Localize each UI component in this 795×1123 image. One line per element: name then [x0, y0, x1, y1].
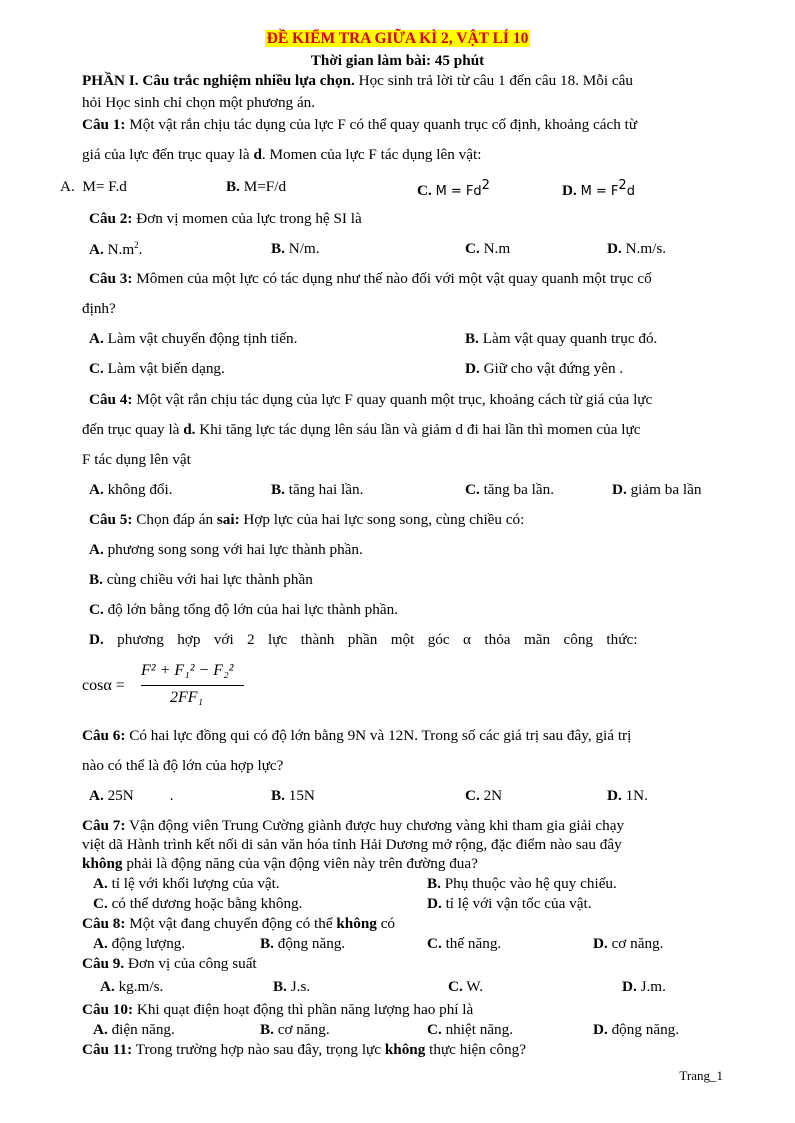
question-8-line	[82, 915, 395, 933]
q7-option-d-label: D.	[427, 895, 442, 912]
q4-option-a	[89, 481, 173, 499]
q6-option-c-text: 2N	[479, 787, 503, 804]
q8-option-d	[593, 935, 663, 953]
q3-option-b-label: B.	[465, 330, 479, 347]
q1-option-d-label: D.	[562, 182, 577, 200]
question-4-d: d.	[183, 421, 196, 438]
question-4-line-2	[82, 421, 640, 439]
q8-option-a-text: động lượng.	[107, 935, 186, 952]
question-3-line-1	[89, 270, 652, 288]
question-7-label: Câu 7:	[82, 817, 126, 834]
question-1-text-c: . Momen của lực F tác dụng lên vật:	[261, 146, 482, 163]
q5-option-b-label: B.	[89, 571, 103, 588]
q7-option-a	[93, 875, 280, 893]
q2-option-d-label: D.	[607, 240, 622, 257]
q2-option-a-text: N.m	[103, 241, 135, 259]
q1-option-b	[226, 178, 286, 196]
q10-option-d-label: D.	[593, 1021, 608, 1038]
q8-option-c-text: thế năng.	[441, 935, 502, 952]
q3-option-c-label: C.	[89, 360, 104, 377]
question-7-line-3	[82, 855, 478, 873]
question-8-khong: không	[336, 915, 377, 932]
part1-intro-a: Học sinh trả lời từ câu 1 đến câu 18. Mỗi câu	[354, 72, 633, 89]
q10-option-a-label: A.	[93, 1021, 108, 1038]
part1-intro-b: hỏi Học sinh chỉ chọn một phương án.	[82, 94, 316, 111]
exam-title	[0, 30, 795, 48]
question-2-text: Đơn vị momen của lực trong hệ SI là	[132, 210, 362, 227]
question-4-text-b2: Khi tăng lực tác dụng lên sáu lần và giảm d đi hai lần thì momen của lực	[195, 421, 641, 438]
question-1-line-2	[82, 146, 481, 164]
q5-option-a	[89, 541, 363, 559]
question-4-text-b1: đến trục quay là	[82, 421, 184, 438]
q6-option-b-label: B.	[271, 787, 285, 804]
q1-option-a-text: M= F.d	[82, 178, 127, 195]
question-6-label: Câu 6:	[82, 727, 126, 744]
q3-option-c-text: Làm vật biến dạng.	[103, 360, 225, 377]
q10-option-c-text: nhiệt năng.	[441, 1021, 514, 1038]
question-9-label: Câu 9.	[82, 955, 125, 972]
q4-option-d	[612, 481, 701, 499]
q9-option-d	[622, 978, 666, 996]
q1-option-d-tail: d	[626, 184, 635, 200]
q7-option-c-text: có thể dương hoặc bằng không.	[107, 895, 303, 912]
question-8-tail: có	[376, 915, 396, 932]
question-1-text-a: Một vật rắn chịu tác dụng của lực F có thể quay quanh trục cố định, khoảng cách từ	[125, 116, 638, 133]
q2-option-b-text: N/m.	[284, 240, 320, 257]
q10-option-c-label: C.	[427, 1021, 442, 1038]
question-6-text-a: Có hai lực đồng qui có độ lớn bằng 9N và 12N. Trong số các giá trị sau đây, giá trị	[125, 727, 632, 744]
q9-option-d-text: J.m.	[636, 978, 666, 995]
question-1-text-b: giá của lực đến trục quay là	[82, 146, 254, 163]
question-7-khong: không	[82, 855, 123, 872]
q7-option-d-text: tỉ lệ với vận tốc của vật.	[441, 895, 592, 912]
q6-option-b	[271, 787, 315, 805]
q1-option-a	[60, 178, 127, 196]
question-1-line-1	[82, 116, 637, 134]
q2-option-d	[607, 240, 666, 258]
formula-cos: cosα =	[82, 677, 125, 694]
question-7-line-2: việt dã Hành trình kết nối di sản văn hóa tỉnh Hải Dương mở rộng, đặc điểm nào sau đây	[82, 836, 622, 853]
q4-option-b-label: B.	[271, 481, 285, 498]
question-8-label: Câu 8:	[82, 915, 126, 932]
q7-option-b-text: Phụ thuộc vào hệ quy chiếu.	[440, 875, 617, 892]
part1-heading: PHẦN I. Câu trắc nghiệm nhiều lựa chọn.	[82, 72, 355, 89]
q6-option-a-label: A.	[89, 787, 104, 804]
q3-option-b-text: Làm vật quay quanh trục đó.	[478, 330, 658, 347]
q9-option-a-text: kg.m/s.	[114, 978, 164, 995]
q7-option-c-label: C.	[93, 895, 108, 912]
q7-option-d	[427, 895, 592, 913]
q3-option-a-text: Làm vật chuyển động tịnh tiến.	[103, 330, 298, 347]
q4-option-a-text: không đổi.	[103, 481, 173, 498]
q6-option-a-dot: .	[169, 787, 174, 804]
question-9-text: Đơn vị của công suất	[124, 955, 257, 972]
q4-option-a-label: A.	[89, 481, 104, 498]
q5-option-c	[89, 601, 398, 619]
q10-option-b-label: B.	[260, 1021, 274, 1038]
question-2-line	[89, 210, 362, 228]
q2-option-d-text: N.m/s.	[621, 240, 667, 257]
q5-option-a-label: A.	[89, 541, 104, 558]
question-4-text-a: Một vật rắn chịu tác dụng của lực F quay quanh một trục, khoảng cách từ giá của lực	[132, 391, 653, 408]
question-4-line-3: F tác dụng lên vật	[82, 451, 191, 468]
question-10-line	[82, 1001, 473, 1019]
question-3-label: Câu 3:	[89, 270, 133, 287]
q1-option-c-label: C.	[417, 182, 432, 200]
q9-option-c-label: C.	[448, 978, 463, 995]
question-11-tail: thực hiện công?	[425, 1041, 526, 1058]
question-11-line	[82, 1041, 526, 1059]
question-4-label: Câu 4:	[89, 391, 133, 408]
question-5-line	[89, 511, 524, 529]
exam-time: Thời gian làm bài: 45 phút	[310, 52, 485, 69]
q2-option-c	[465, 240, 510, 258]
q8-option-a	[93, 935, 185, 953]
question-5-text-a: Chọn đáp án	[132, 511, 217, 528]
q10-option-d	[593, 1021, 679, 1039]
question-10-text: Khi quạt điện hoạt động thì phần năng lượng hao phí là	[133, 1001, 474, 1018]
question-2-label: Câu 2:	[89, 210, 133, 227]
q3-option-c	[89, 360, 225, 378]
page-number: Trang_1	[679, 1068, 723, 1083]
question-5-label: Câu 5:	[89, 511, 133, 528]
q6-option-d-text: 1N.	[621, 787, 648, 804]
q2-option-b-label: B.	[271, 240, 285, 257]
q8-option-b-label: B.	[260, 935, 274, 952]
q1-option-a-label: A.	[60, 178, 75, 195]
q3-option-d	[465, 360, 623, 378]
q6-option-d	[607, 787, 648, 805]
part1-intro	[82, 72, 633, 90]
q10-option-c	[427, 1021, 513, 1039]
q6-option-c	[465, 787, 502, 805]
q8-option-c-label: C.	[427, 935, 442, 952]
q5-option-d-text: phương hợp với 2 lực thành phần một góc α thỏa mãn công thức:	[103, 631, 638, 648]
q1-option-b-label: B.	[226, 178, 240, 195]
q9-option-d-label: D.	[622, 978, 637, 995]
q4-option-b	[271, 481, 363, 499]
q8-option-c	[427, 935, 501, 953]
question-11-khong: không	[384, 1041, 426, 1058]
q4-option-d-label: D.	[612, 481, 627, 498]
q7-option-b	[427, 875, 617, 893]
question-10-label: Câu 10:	[82, 1001, 134, 1018]
q5-option-a-text: phương song song với hai lực thành phần.	[103, 541, 363, 558]
question-7-text-c: phải là động năng của vận động viên này trên đường đua?	[122, 855, 478, 872]
q5-option-b	[89, 571, 313, 589]
question-7-text-a: Vận động viên Trung Cường giành được huy chương vàng khi tham gia giải chạy	[125, 817, 625, 834]
q1-option-d-sup: 2	[618, 178, 627, 193]
q5-option-d	[89, 631, 637, 649]
q6-option-b-text: 15N	[284, 787, 315, 804]
question-1-d: d	[253, 146, 262, 163]
q8-option-d-label: D.	[593, 935, 608, 952]
q8-option-b-text: động năng.	[273, 935, 346, 952]
q1-option-d-text: M = F	[580, 184, 619, 200]
q1-option-b-text: M=F/d	[243, 178, 287, 195]
q1-option-c-text: M = Fd	[435, 184, 482, 200]
q9-option-c-text: W.	[462, 978, 484, 995]
question-11-label: Câu 11:	[82, 1041, 133, 1058]
q9-option-b	[273, 978, 310, 996]
q1-option-c-sup: 2	[481, 178, 490, 193]
question-9-line	[82, 955, 257, 973]
question-6-line-1	[82, 727, 631, 745]
q9-option-a	[100, 978, 163, 996]
question-6-line-2: nào có thể là độ lớn của hợp lực?	[82, 757, 284, 774]
formula-fraction-bar	[141, 685, 244, 686]
q6-option-a	[89, 787, 174, 805]
q7-option-b-label: B.	[427, 875, 441, 892]
q2-option-a-label: A.	[89, 241, 104, 259]
q10-option-a	[93, 1021, 175, 1039]
exam-title-text: ĐỀ KIỂM TRA GIỮA KÌ 2, VẬT LÍ 10	[266, 30, 529, 47]
q5-option-c-text: độ lớn bằng tổng độ lớn của hai lực thành phần.	[103, 601, 399, 618]
q4-option-c	[465, 481, 554, 499]
q3-option-b	[465, 330, 657, 348]
question-7-line-1	[82, 817, 624, 835]
q2-option-c-label: C.	[465, 240, 480, 257]
q4-option-c-text: tăng ba lần.	[479, 481, 554, 498]
question-3-text-a: Mômen của một lực có tác dụng như thế nào đối với một vật quay quanh một trục cố	[132, 270, 652, 287]
q9-option-a-label: A.	[100, 978, 115, 995]
q8-option-d-text: cơ năng.	[607, 935, 664, 952]
q3-option-d-text: Giữ cho vật đứng yên .	[479, 360, 624, 377]
q3-option-a-label: A.	[89, 330, 104, 347]
q4-option-b-text: tăng hai lần.	[284, 481, 364, 498]
q10-option-a-text: điện năng.	[107, 1021, 175, 1038]
q6-option-d-label: D.	[607, 787, 622, 804]
q9-option-b-text: J.s.	[286, 978, 311, 995]
q1-option-d	[562, 178, 635, 200]
question-3-line-2: định?	[82, 300, 116, 317]
q7-option-c	[93, 895, 302, 913]
question-8-text: Một vật đang chuyển động có thể	[125, 915, 337, 932]
q10-option-d-text: động năng.	[607, 1021, 680, 1038]
q5-option-c-label: C.	[89, 601, 104, 618]
q10-option-b	[260, 1021, 330, 1039]
q2-option-a-tail: .	[138, 241, 143, 259]
formula-denominator: 2FF₁	[170, 689, 204, 706]
q2-option-c-text: N.m	[479, 240, 511, 257]
q3-option-d-label: D.	[465, 360, 480, 377]
q4-option-c-label: C.	[465, 481, 480, 498]
q6-option-c-label: C.	[465, 787, 480, 804]
question-1-label: Câu 1:	[82, 116, 126, 133]
q9-option-b-label: B.	[273, 978, 287, 995]
q5-option-d-label: D.	[89, 631, 104, 648]
q3-option-a	[89, 330, 297, 348]
q4-option-d-text: giảm ba lần	[626, 481, 702, 498]
q1-option-c	[417, 178, 490, 200]
q2-option-a: A. $N.m^2$.	[89, 240, 143, 259]
q2-option-b	[271, 240, 320, 258]
question-5-sai: sai:	[216, 511, 240, 528]
question-5-text-b: Hợp lực của hai lực song song, cùng chiều có:	[239, 511, 525, 528]
q6-option-a-text: 25N	[103, 787, 134, 804]
q10-option-b-text: cơ năng.	[273, 1021, 330, 1038]
q8-option-a-label: A.	[93, 935, 108, 952]
q7-option-a-text: tỉ lệ với khối lượng của vật.	[107, 875, 280, 892]
formula-numerator: F² + F₁² − F₂²	[141, 662, 234, 679]
q8-option-b	[260, 935, 345, 953]
q7-option-a-label: A.	[93, 875, 108, 892]
q9-option-c	[448, 978, 483, 996]
question-11-text: Trong trường hợp nào sau đây, trọng lực	[132, 1041, 385, 1058]
question-4-line-1	[89, 391, 652, 409]
q5-option-b-text: cùng chiều với hai lực thành phần	[102, 571, 313, 588]
